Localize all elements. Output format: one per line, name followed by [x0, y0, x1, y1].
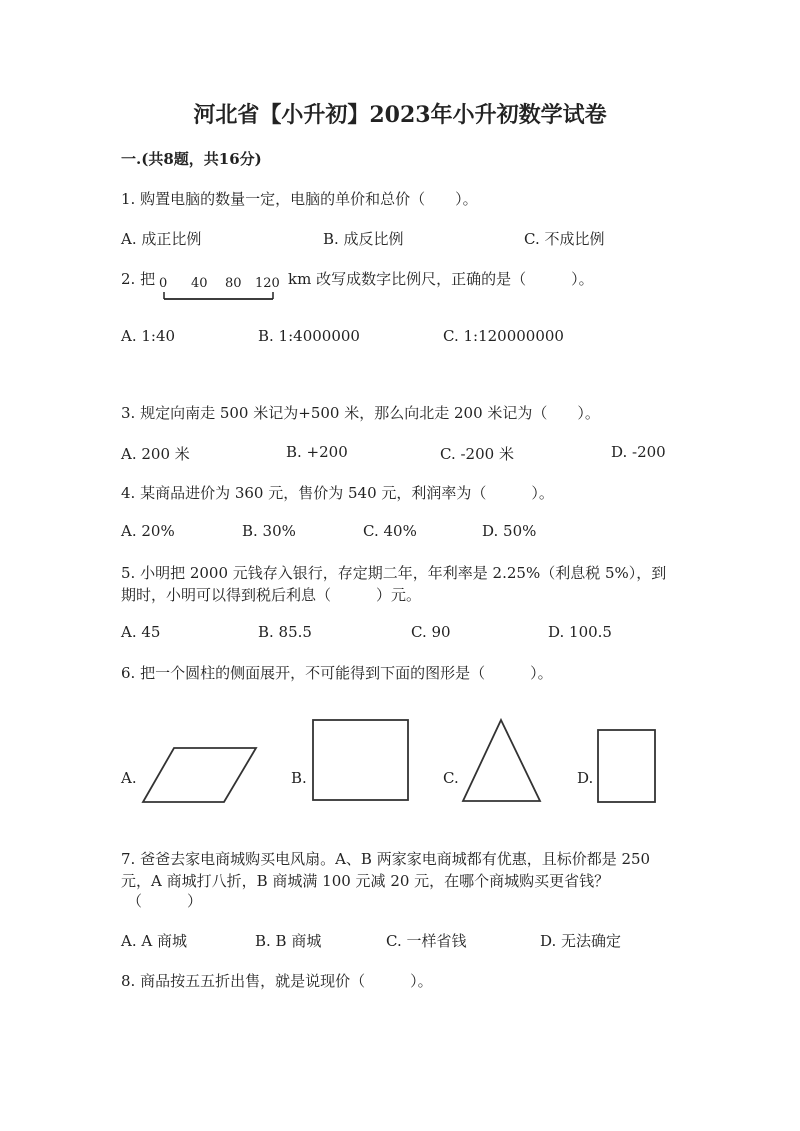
question-3: 3. 规定向南走 500 米记为+500 米，那么向北走 200 米记为（ ）。	[121, 404, 600, 422]
question-4: 4. 某商品进价为 360 元，售价为 540 元，利润率为（ ）。	[121, 484, 554, 502]
q6-option-b[interactable]: B.	[291, 769, 307, 787]
q1-option-a[interactable]: A. 成正比例	[121, 230, 202, 248]
question-5-line-1: 5. 小明把 2000 元钱存入银行，存定期二年，年利率是 2.25%（利息税 5%），到	[121, 564, 667, 582]
q5-option-d[interactable]: D. 100.5	[548, 623, 612, 641]
q4-option-c[interactable]: C. 40%	[363, 522, 417, 540]
scale-bar-line	[159, 276, 285, 302]
q7-option-a[interactable]: A. A 商城	[121, 932, 187, 950]
q7-option-c[interactable]: C. 一样省钱	[386, 932, 467, 950]
q3-option-d[interactable]: D. -200	[611, 443, 666, 461]
q2-option-c[interactable]: C. 1:120000000	[443, 327, 564, 345]
q3-option-a[interactable]: A. 200 米	[121, 445, 190, 463]
question-8: 8. 商品按五五折出售，就是说现价（ ）。	[121, 972, 433, 990]
section-heading: 一.(共8题，共16分)	[121, 150, 262, 168]
q4-option-d[interactable]: D. 50%	[482, 522, 537, 540]
question-6: 6. 把一个圆柱的侧面展开，不可能得到下面的图形是（ ）。	[121, 664, 553, 682]
question-7-line-2: 元，A 商城打八折，B 商城满 100 元减 20 元，在哪个商城购买更省钱？	[121, 872, 610, 890]
q6-option-c[interactable]: C.	[443, 769, 459, 787]
question-7-line-1: 7. 爸爸去家电商城购买电风扇。A、B 两家家电商城都有优惠，且标价都是 250	[121, 850, 651, 868]
q3-option-b[interactable]: B. +200	[286, 443, 348, 461]
scale-bar	[159, 276, 285, 302]
rectangle-shape	[596, 728, 658, 804]
q2-option-a[interactable]: A. 1:40	[121, 327, 176, 345]
q6-option-d[interactable]: D.	[577, 769, 594, 787]
question-2-prefix: 2. 把	[121, 270, 156, 288]
square-shape	[311, 718, 411, 802]
question-5-line-2: 期时，小明可以得到税后利息（ ）元。	[121, 586, 422, 604]
q4-option-b[interactable]: B. 30%	[242, 522, 296, 540]
q6-option-a[interactable]: A.	[121, 769, 137, 787]
q4-option-a[interactable]: A. 20%	[121, 522, 175, 540]
q5-option-b[interactable]: B. 85.5	[258, 623, 312, 641]
question-7-answer-blank: （ ）	[127, 892, 203, 910]
scale-tick-label: 40	[191, 276, 208, 291]
q7-option-b[interactable]: B. B 商城	[255, 932, 322, 950]
q1-option-c[interactable]: C. 不成比例	[524, 230, 605, 248]
q3-option-c[interactable]: C. -200 米	[440, 445, 514, 463]
q2-option-b[interactable]: B. 1:4000000	[258, 327, 360, 345]
q1-option-b[interactable]: B. 成反比例	[323, 230, 404, 248]
q5-option-c[interactable]: C. 90	[411, 623, 451, 641]
scale-tick-label: 0	[159, 276, 168, 291]
scale-tick-label: 120	[255, 276, 280, 291]
question-1: 1. 购置电脑的数量一定，电脑的单价和总价（ ）。	[121, 190, 478, 208]
triangle-shape	[460, 717, 544, 803]
q5-option-a[interactable]: A. 45	[121, 623, 161, 641]
q7-option-d[interactable]: D. 无法确定	[540, 932, 622, 950]
question-2-suffix: km 改写成数字比例尺，正确的是（ ）。	[288, 270, 594, 288]
scale-tick-label: 80	[225, 276, 242, 291]
page-title: 河北省【小升初】2023年小升初数学试卷	[193, 102, 607, 128]
parallelogram-shape	[140, 744, 270, 814]
